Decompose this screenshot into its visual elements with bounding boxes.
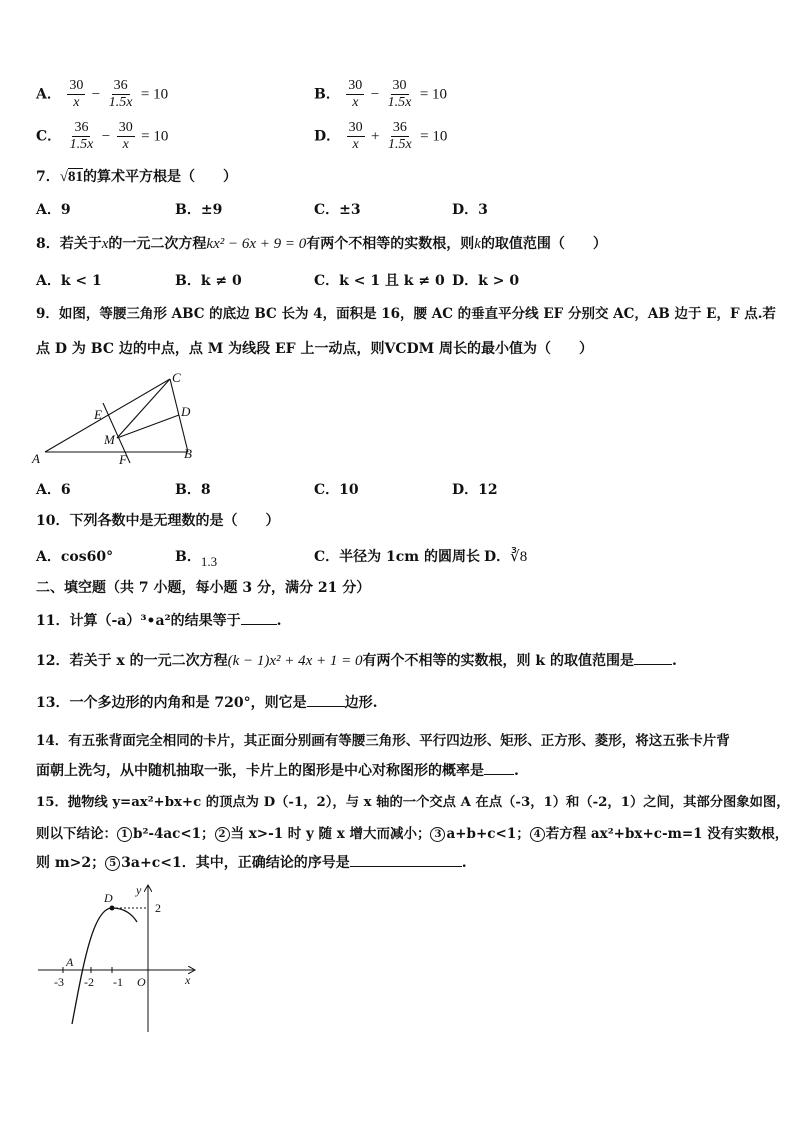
variable: k: [474, 236, 481, 252]
point-e-label: E: [94, 407, 102, 422]
x-axis-label: x: [185, 973, 191, 987]
q6-option-c[interactable]: [36, 120, 168, 153]
q8-option-d[interactable]: D．k > 0: [452, 273, 520, 289]
point-m-label: M: [104, 432, 115, 447]
equation: (k − 1)x² + 4x + 1 = 0: [227, 653, 363, 669]
question-text: 13．一个多边形的内角和是 720°，则它是: [36, 695, 307, 711]
q9-option-d[interactable]: D．12: [452, 482, 498, 498]
fraction: $\frac{30}{1.5x}$: [387, 78, 412, 110]
operator: +: [371, 128, 380, 145]
answer-blank[interactable]: [634, 652, 672, 665]
point-a-label: A: [66, 955, 74, 969]
text: 的一元二次方程: [108, 236, 207, 252]
punct: .: [461, 855, 467, 871]
statement-2: 当 x>-1 时 y 随 x 增大而减小；: [230, 826, 431, 842]
question-text: 12．若关于 x 的一元二次方程: [36, 653, 228, 669]
rhs: = 10: [420, 128, 448, 145]
punct: .: [514, 763, 519, 779]
parabola-curve: [72, 908, 137, 1024]
text: 则 m>2；: [36, 855, 106, 871]
x-tick-label: -3: [54, 975, 64, 989]
q7-option-b[interactable]: B．±9: [175, 202, 223, 218]
circled-number: 5: [105, 856, 120, 871]
option-label: A．: [36, 86, 61, 103]
q15-line-1: 15．抛物线 y=ax²+bx+c 的顶点为 D（-1，2），与 x 轴的一个交点 A 在点（-3，1）和（-2，1）之间，其部分图象如图，: [36, 795, 790, 810]
text: 的取值范围（ ）: [480, 236, 607, 252]
option-label: D．: [484, 549, 511, 565]
q8-option-a[interactable]: A．k < 1: [36, 273, 102, 289]
point-f-label: F: [119, 452, 127, 467]
q7-option-c[interactable]: C．±3: [314, 202, 361, 218]
x-tick-label: -2: [84, 975, 94, 989]
q9-line-1: 9．如图，等腰三角形 ABC 的底边 BC 长为 4，面积是 16，腰 AC 的垂直平分线 EF 分别交 AC，AB 边于 E，F 点.若: [36, 306, 776, 322]
variable: x: [101, 236, 109, 252]
q12: [36, 650, 677, 670]
text: 则以下结论：: [36, 826, 117, 842]
q10-stem: 10．下列各数中是无理数的是（ ）: [36, 513, 280, 529]
x-tick-label: -1: [113, 975, 123, 989]
vertex-point: [110, 906, 115, 911]
y-tick-label: 2: [155, 901, 161, 915]
point-d-label: D: [181, 404, 191, 419]
q10-option-d[interactable]: [484, 546, 527, 566]
statement-5: 3a+c<1．其中，正确结论的序号是: [121, 855, 350, 871]
question-text: 11．计算（-a）³•a²的结果等于: [36, 613, 241, 629]
text: 若关于: [59, 236, 102, 252]
q8-option-c[interactable]: C．k < 1 且 k ≠ 0: [314, 273, 445, 289]
vertex-d-label: D: [104, 891, 113, 905]
point-c-label: C: [172, 370, 181, 385]
q7-option-d[interactable]: D．3: [452, 202, 488, 218]
q7-option-a[interactable]: A．9: [36, 202, 71, 218]
y-axis-label: y: [136, 883, 142, 897]
radicand: 81: [67, 169, 83, 185]
option-value: 1.3: [200, 554, 218, 569]
q6-option-d[interactable]: [314, 120, 447, 153]
equation: kx² − 6x + 9 = 0: [206, 236, 307, 252]
rhs: = 10: [419, 86, 448, 103]
punct: .: [276, 613, 282, 629]
fraction: $\frac{30}{x}$: [348, 120, 363, 152]
answer-blank[interactable]: [241, 612, 277, 625]
operator: −: [370, 86, 380, 103]
point-b-label: B: [184, 446, 192, 461]
question-text: 面朝上洗匀，从中随机抽取一张，卡片上的图形是中心对称图形的概率是: [36, 763, 484, 779]
q9-line-2: 点 D 为 BC 边的中点，点 M 为线段 EF 上一动点，则VCDM 周长的最小值为（ ）: [36, 341, 593, 357]
point-a-label: A: [32, 451, 40, 466]
answer-blank[interactable]: [350, 854, 462, 867]
answer-blank[interactable]: [484, 762, 514, 775]
option-value: ∛8: [510, 549, 528, 565]
q6-option-b[interactable]: [314, 78, 447, 111]
question-text: 边形.: [344, 695, 378, 711]
q11: [36, 610, 282, 630]
rhs: = 10: [141, 128, 169, 145]
q14-line-1: 14．有五张背面完全相同的卡片，其正面分别画有等腰三角形、平行四边形、矩形、正方形、菱形，将这五张卡片背: [36, 733, 730, 749]
q7-stem: [36, 166, 237, 186]
q14-line-2: [36, 760, 519, 780]
q13: [36, 692, 377, 712]
fraction: $\frac{30}{x}$: [69, 78, 84, 110]
q9-option-c[interactable]: C．10: [314, 482, 359, 498]
segment-md: [117, 415, 179, 438]
fraction: $\frac{30}{x}$: [118, 120, 133, 152]
circled-number: 3: [430, 827, 445, 842]
q10-option-b[interactable]: [175, 546, 218, 569]
question-text: 有两个不相等的实数根，则 k 的取值范围是: [362, 653, 634, 669]
circled-number: 1: [117, 827, 132, 842]
q9-option-a[interactable]: A．6: [36, 482, 71, 498]
rhs: = 10: [140, 86, 169, 103]
question-text: 的算术平方根是（ ）: [82, 169, 237, 185]
circled-number: 2: [215, 827, 230, 842]
text: 有两个不相等的实数根，则: [306, 236, 475, 252]
option-label: B．: [314, 86, 340, 103]
q8-stem: [36, 233, 607, 253]
option-label: D．: [314, 128, 341, 145]
q9-option-b[interactable]: B．8: [175, 482, 211, 498]
question-number: 8．: [36, 236, 60, 252]
q8-option-b[interactable]: B．k ≠ 0: [175, 273, 242, 289]
section-heading: 二、填空题（共 7 小题，每小题 3 分，满分 21 分）: [36, 580, 371, 596]
fraction: $\frac{30}{x}$: [348, 78, 363, 110]
origin-label: O: [137, 975, 146, 989]
fraction: $\frac{36}{1.5x}$: [69, 120, 94, 152]
fraction: $\frac{36}{1.5x}$: [108, 78, 133, 110]
q9-triangle-figure: [30, 365, 205, 470]
option-label: B．: [175, 549, 201, 565]
question-number: 7．: [36, 169, 60, 185]
fraction: $\frac{36}{1.5x}$: [387, 120, 412, 152]
q15-line-3: [36, 852, 467, 872]
circled-number: 4: [530, 827, 545, 842]
operator: −: [101, 128, 111, 145]
q15-line-2: [36, 822, 788, 842]
q10-option-a[interactable]: A．cos60°: [36, 549, 114, 565]
q15-parabola-figure: [34, 882, 204, 1037]
option-label: C．: [36, 128, 62, 145]
answer-blank[interactable]: [307, 694, 345, 707]
segment-cm: [117, 379, 170, 438]
punct: .: [671, 653, 677, 669]
statement-4: 若方程 ax²+bx+c-m=1 没有实数根，: [545, 826, 789, 842]
q6-option-a[interactable]: [36, 78, 168, 111]
operator: −: [91, 86, 101, 103]
statement-1: b²-4ac<1；: [133, 826, 215, 842]
statement-3: a+b+c<1；: [446, 826, 530, 842]
q10-option-c[interactable]: C．半径为 1cm 的圆周长: [314, 549, 480, 565]
sqrt-symbol: √81: [59, 169, 83, 185]
